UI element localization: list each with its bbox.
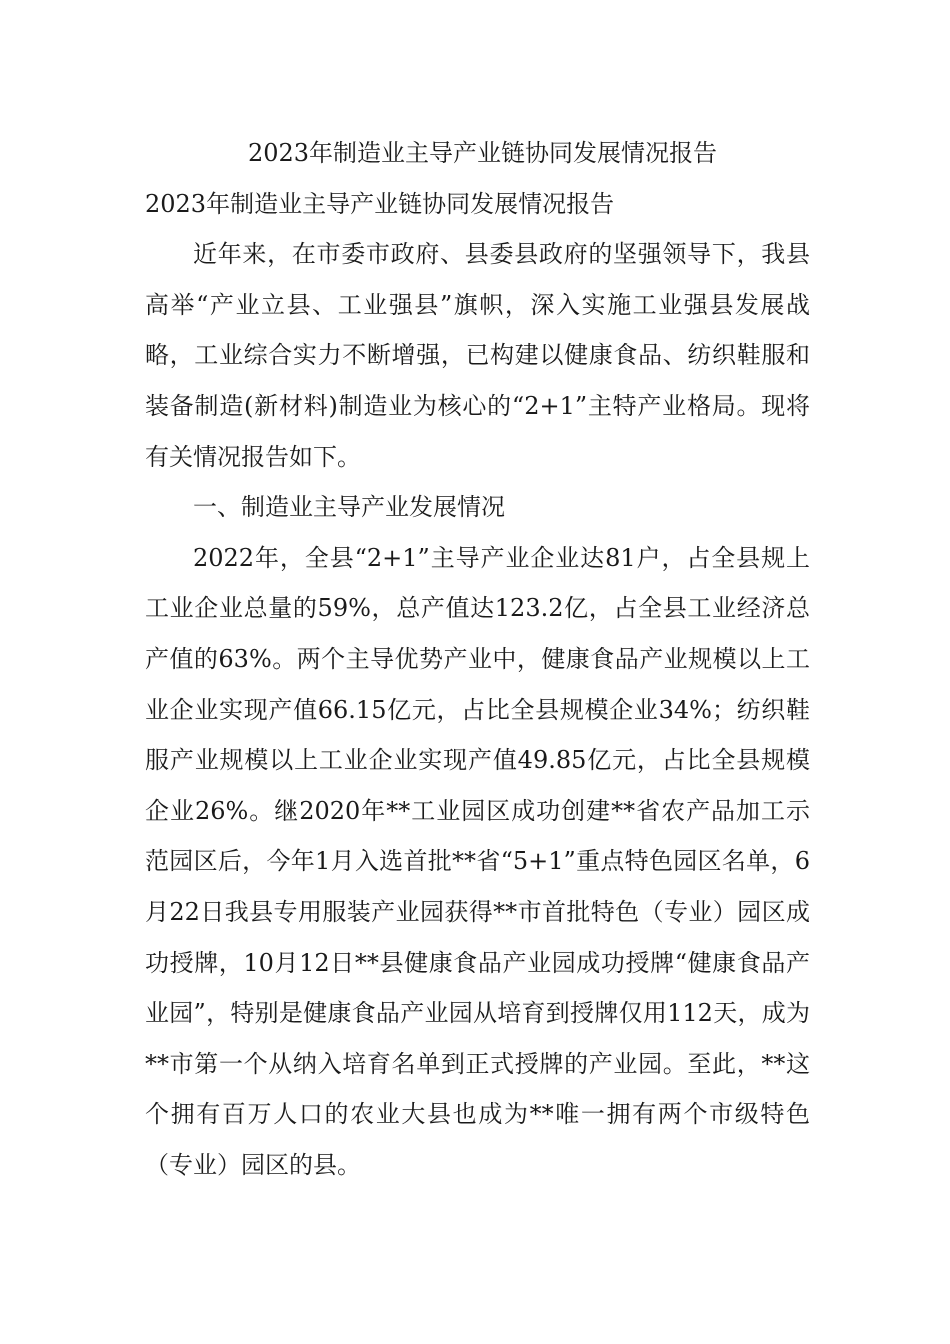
document-title: 2023年制造业主导产业链协同发展情况报告 — [247, 139, 718, 167]
document-subtitle: 2023年制造业主导产业链协同发展情况报告 — [145, 189, 615, 218]
section-heading: 一、制造业主导产业发展情况 — [193, 493, 505, 522]
intro-paragraph: 近年来，在市委市政府、县委县政府的坚强领导下，我县高举“产业立县、工业强县”旗帜，深入实施工业强县发展战略，工业综合实力不断增强，已构建以健康食品、纺织鞋服和装备制造(新材料)制造业为核心的“2+1”主特产业格局。现将有关情况报告如下。 — [145, 240, 810, 471]
section-body-paragraph: 2022年，全县“2+1”主导产业企业达81户，占全县规上工业企业总量的59%，总产值达123.2亿，占全县工业经济总产值的63%。两个主导优势产业中，健康食品产业规模以上工业企业实现产值66.15亿元，占比全县规模企业34%；纺织鞋服产业规模以上工业企业实现产值49.85亿元，占比全县规模企业26%。继2020年**工业园区成功创建**省农产品加工示范园区后，今年1月入选首批**省“5+1”重点特色园区名单，6月22日我县专用服装产业园获得**市首批特色（专业）园区成功授牌，10月12日**县健康食品产业园成功授牌“健康食品产业园”，特别是健康食品产业园从培育到授牌仅用112天，成为**市第一个从纳入培育名单到正式授牌的产业园。至此，**这个拥有百万人口的农业大县也成为**唯一拥有两个市级特色（专业）园区的县。 — [145, 543, 810, 1179]
document-page — [145, 128, 810, 1190]
